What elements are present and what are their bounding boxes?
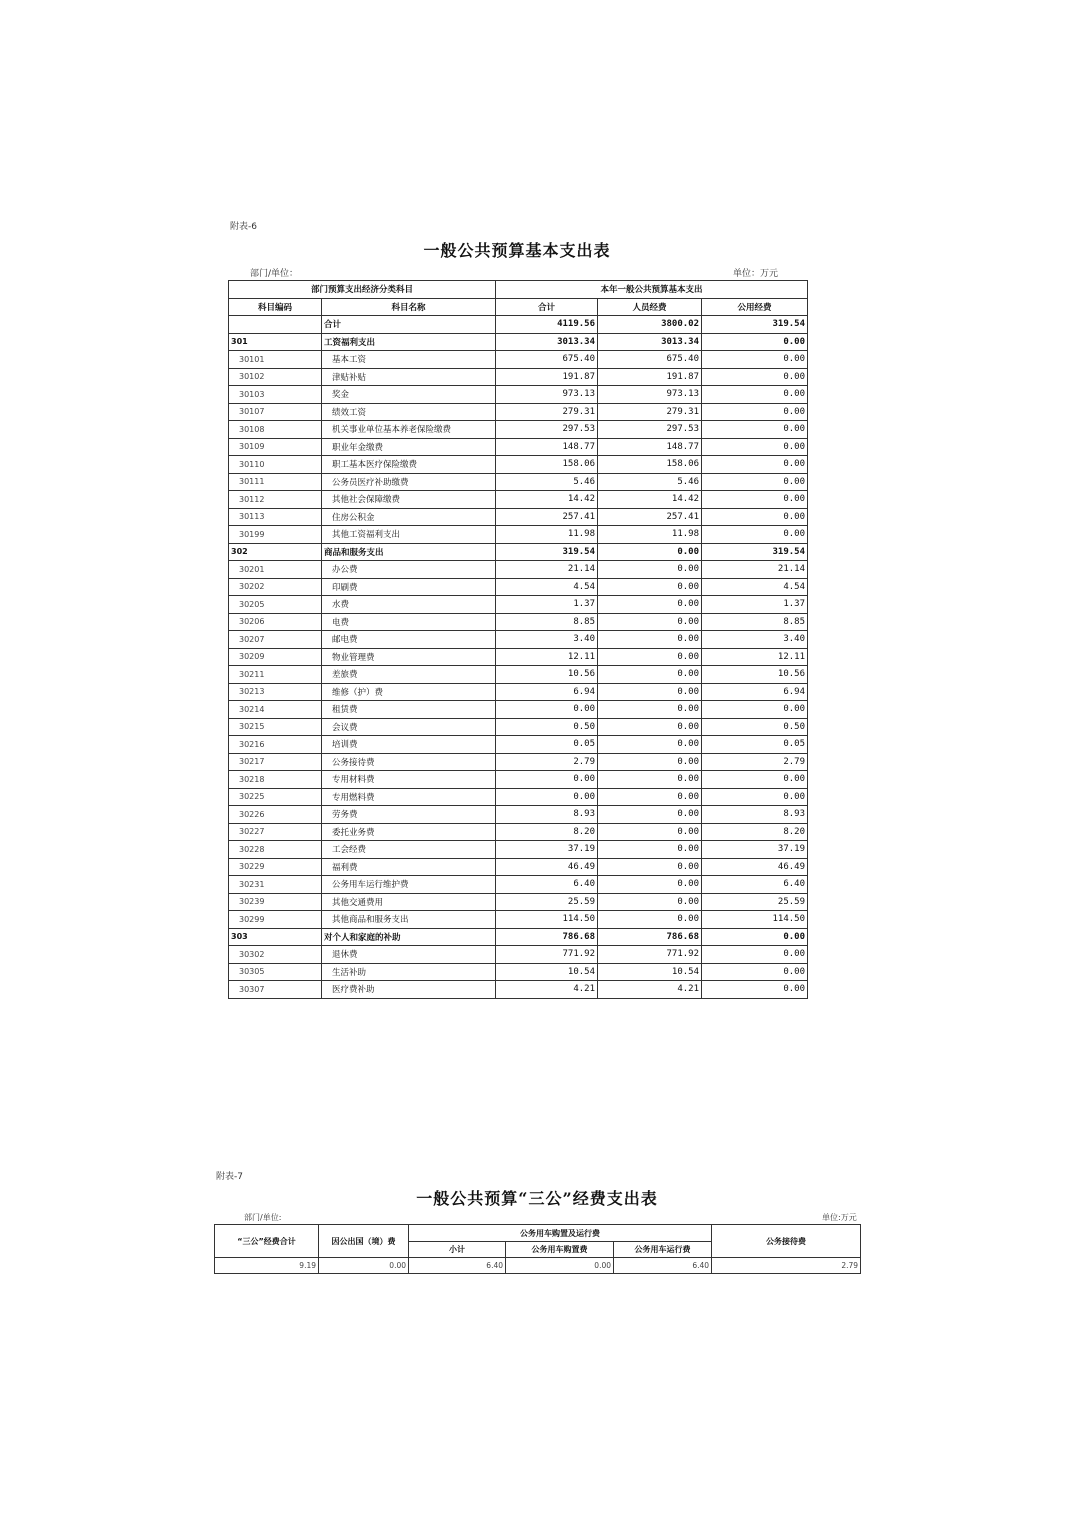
account-code: 30213 — [229, 683, 322, 701]
personnel-value: 11.98 — [598, 526, 702, 544]
value-subtotal: 6.40 — [409, 1258, 506, 1274]
table-row — [229, 386, 808, 404]
account-name: 其他交通费用 — [322, 893, 496, 911]
table-row — [215, 1258, 861, 1274]
public-value: 8.20 — [702, 823, 808, 841]
header-public: 公用经费 — [702, 298, 808, 316]
total-value: 8.85 — [496, 613, 598, 631]
account-code: 30199 — [229, 526, 322, 544]
total-value: 8.20 — [496, 823, 598, 841]
table-row — [229, 963, 808, 981]
public-value: 46.49 — [702, 858, 808, 876]
account-code: 30215 — [229, 718, 322, 736]
public-value: 319.54 — [702, 316, 808, 334]
account-code: 30107 — [229, 403, 322, 421]
account-code: 30299 — [229, 911, 322, 929]
account-code: 30201 — [229, 561, 322, 579]
account-name: 机关事业单位基本养老保险缴费 — [322, 421, 496, 439]
public-value: 12.11 — [702, 648, 808, 666]
personnel-value: 279.31 — [598, 403, 702, 421]
annex-label-7: 附表-7 — [216, 1172, 243, 1182]
account-code: 303 — [229, 928, 322, 946]
account-code: 30302 — [229, 946, 322, 964]
personnel-value: 0.00 — [598, 543, 702, 561]
table-row — [229, 508, 808, 526]
table-row — [229, 928, 808, 946]
personnel-value: 771.92 — [598, 946, 702, 964]
account-name: 委托业务费 — [322, 823, 496, 841]
header-abroad: 因公出国（境）费 — [319, 1225, 409, 1258]
personnel-value: 0.00 — [598, 648, 702, 666]
account-name: 商品和服务支出 — [322, 543, 496, 561]
table-row — [229, 893, 808, 911]
account-code: 30110 — [229, 456, 322, 474]
table-row — [229, 403, 808, 421]
table-row — [229, 526, 808, 544]
account-name: 对个人和家庭的补助 — [322, 928, 496, 946]
table-row — [229, 858, 808, 876]
personnel-value: 4.21 — [598, 981, 702, 999]
value-vehicle-operation: 6.40 — [614, 1258, 712, 1274]
total-value: 14.42 — [496, 491, 598, 509]
account-code: 30227 — [229, 823, 322, 841]
account-name: 工资福利支出 — [322, 333, 496, 351]
account-code: 30216 — [229, 736, 322, 754]
personnel-value: 3800.02 — [598, 316, 702, 334]
personnel-value: 3013.34 — [598, 333, 702, 351]
total-value: 973.13 — [496, 386, 598, 404]
total-value: 3013.34 — [496, 333, 598, 351]
personnel-value: 0.00 — [598, 806, 702, 824]
total-value: 4.54 — [496, 578, 598, 596]
personnel-value: 191.87 — [598, 368, 702, 386]
account-name: 办公费 — [322, 561, 496, 579]
total-value: 319.54 — [496, 543, 598, 561]
personnel-value: 0.00 — [598, 911, 702, 929]
total-value: 3.40 — [496, 631, 598, 649]
header-group-classification: 部门预算支出经济分类科目 — [229, 281, 496, 299]
account-code: 30207 — [229, 631, 322, 649]
account-name: 邮电费 — [322, 631, 496, 649]
public-value: 0.00 — [702, 456, 808, 474]
header-personnel: 人员经费 — [598, 298, 702, 316]
public-value: 0.00 — [702, 701, 808, 719]
account-code: 30239 — [229, 893, 322, 911]
annex-label-6: 附表-6 — [230, 222, 257, 232]
public-value: 0.50 — [702, 718, 808, 736]
account-code: 30218 — [229, 771, 322, 789]
public-value: 0.00 — [702, 946, 808, 964]
total-value: 6.94 — [496, 683, 598, 701]
public-value: 3.40 — [702, 631, 808, 649]
account-code: 30112 — [229, 491, 322, 509]
table-row — [229, 543, 808, 561]
account-name: 印刷费 — [322, 578, 496, 596]
table-row — [229, 876, 808, 894]
public-value: 0.00 — [702, 508, 808, 526]
public-value: 0.00 — [702, 386, 808, 404]
total-value: 12.11 — [496, 648, 598, 666]
table2-unit-label: 单位:万元 — [822, 1213, 857, 1222]
public-value: 0.00 — [702, 526, 808, 544]
account-name: 租赁费 — [322, 701, 496, 719]
total-value: 10.54 — [496, 963, 598, 981]
personnel-value: 14.42 — [598, 491, 702, 509]
table1-unit-label: 单位：万元 — [733, 269, 779, 279]
account-name: 水费 — [322, 596, 496, 614]
account-name: 专用燃料费 — [322, 788, 496, 806]
public-value: 21.14 — [702, 561, 808, 579]
account-code: 30217 — [229, 753, 322, 771]
table-row — [229, 438, 808, 456]
public-value: 37.19 — [702, 841, 808, 859]
public-value: 0.00 — [702, 403, 808, 421]
account-code: 30111 — [229, 473, 322, 491]
account-name: 其他工资福利支出 — [322, 526, 496, 544]
personnel-value: 973.13 — [598, 386, 702, 404]
value-three-public-total: 9.19 — [215, 1258, 319, 1274]
personnel-value: 158.06 — [598, 456, 702, 474]
total-value: 8.93 — [496, 806, 598, 824]
personnel-value: 0.00 — [598, 701, 702, 719]
public-value: 0.05 — [702, 736, 808, 754]
public-value: 10.56 — [702, 666, 808, 684]
table-row — [229, 981, 808, 999]
public-value: 25.59 — [702, 893, 808, 911]
total-value: 0.05 — [496, 736, 598, 754]
personnel-value: 0.00 — [598, 771, 702, 789]
table-row — [229, 333, 808, 351]
account-code: 30101 — [229, 351, 322, 369]
account-name: 劳务费 — [322, 806, 496, 824]
total-value: 257.41 — [496, 508, 598, 526]
total-value: 771.92 — [496, 946, 598, 964]
personnel-value: 675.40 — [598, 351, 702, 369]
total-value: 1.37 — [496, 596, 598, 614]
table2-dept-label: 部门/单位: — [244, 1213, 282, 1222]
account-code: 30209 — [229, 648, 322, 666]
public-value: 0.00 — [702, 981, 808, 999]
total-value: 37.19 — [496, 841, 598, 859]
account-name: 维修（护）费 — [322, 683, 496, 701]
table1-dept-label: 部门/单位： — [250, 269, 299, 279]
table-row — [229, 473, 808, 491]
table-row — [229, 491, 808, 509]
total-value: 6.40 — [496, 876, 598, 894]
account-name: 绩效工资 — [322, 403, 496, 421]
account-name: 生活补助 — [322, 963, 496, 981]
value-abroad: 0.00 — [319, 1258, 409, 1274]
account-code: 302 — [229, 543, 322, 561]
account-code: 30108 — [229, 421, 322, 439]
account-code: 30214 — [229, 701, 322, 719]
table-row — [229, 911, 808, 929]
total-value: 2.79 — [496, 753, 598, 771]
table1-title: 一般公共预算基本支出表 — [423, 241, 611, 260]
table-row — [229, 368, 808, 386]
public-value: 0.00 — [702, 351, 808, 369]
account-name: 职工基本医疗保险缴费 — [322, 456, 496, 474]
total-value: 25.59 — [496, 893, 598, 911]
account-name: 基本工资 — [322, 351, 496, 369]
public-value: 0.00 — [702, 771, 808, 789]
total-value: 191.87 — [496, 368, 598, 386]
table-row — [229, 578, 808, 596]
personnel-value: 0.00 — [598, 841, 702, 859]
table-row — [229, 456, 808, 474]
account-code: 30205 — [229, 596, 322, 614]
header-vehicle-purchase: 公务用车购置费 — [506, 1242, 614, 1258]
header-vehicle-operation: 公务用车运行费 — [614, 1242, 712, 1258]
total-value: 4119.56 — [496, 316, 598, 334]
personnel-value: 297.53 — [598, 421, 702, 439]
value-reception: 2.79 — [712, 1258, 861, 1274]
personnel-value: 0.00 — [598, 718, 702, 736]
personnel-value: 257.41 — [598, 508, 702, 526]
account-name: 医疗费补助 — [322, 981, 496, 999]
personnel-value: 0.00 — [598, 578, 702, 596]
public-value: 4.54 — [702, 578, 808, 596]
account-name: 会议费 — [322, 718, 496, 736]
table-row — [229, 666, 808, 684]
public-value: 0.00 — [702, 473, 808, 491]
table-row — [229, 753, 808, 771]
public-value: 2.79 — [702, 753, 808, 771]
header-code: 科目编码 — [229, 298, 322, 316]
header-vehicle-group: 公务用车购置及运行费 — [409, 1225, 712, 1242]
table-row — [229, 788, 808, 806]
total-value: 11.98 — [496, 526, 598, 544]
total-value: 297.53 — [496, 421, 598, 439]
account-code: 30225 — [229, 788, 322, 806]
table-row — [229, 946, 808, 964]
table-row — [229, 841, 808, 859]
personnel-value: 786.68 — [598, 928, 702, 946]
personnel-value: 0.00 — [598, 876, 702, 894]
total-value: 5.46 — [496, 473, 598, 491]
account-code: 30103 — [229, 386, 322, 404]
header-name: 科目名称 — [322, 298, 496, 316]
personnel-value: 0.00 — [598, 596, 702, 614]
total-value: 114.50 — [496, 911, 598, 929]
total-value: 46.49 — [496, 858, 598, 876]
public-value: 0.00 — [702, 491, 808, 509]
account-name: 合计 — [322, 316, 496, 334]
value-vehicle-purchase: 0.00 — [506, 1258, 614, 1274]
table-row — [229, 771, 808, 789]
public-value: 0.00 — [702, 333, 808, 351]
total-value: 786.68 — [496, 928, 598, 946]
personnel-value: 0.00 — [598, 788, 702, 806]
header-subtotal: 小计 — [409, 1242, 506, 1258]
total-value: 158.06 — [496, 456, 598, 474]
account-name: 专用材料费 — [322, 771, 496, 789]
total-value: 21.14 — [496, 561, 598, 579]
public-value: 114.50 — [702, 911, 808, 929]
account-code — [229, 316, 322, 334]
personnel-value: 0.00 — [598, 858, 702, 876]
account-name: 住房公积金 — [322, 508, 496, 526]
public-value: 1.37 — [702, 596, 808, 614]
table-row — [229, 561, 808, 579]
account-name: 职业年金缴费 — [322, 438, 496, 456]
personnel-value: 0.00 — [598, 613, 702, 631]
basic-expenditure-table — [228, 280, 808, 999]
table-row — [229, 718, 808, 736]
account-name: 物业管理费 — [322, 648, 496, 666]
account-code: 30202 — [229, 578, 322, 596]
account-code: 30109 — [229, 438, 322, 456]
three-public-expenses-table — [214, 1224, 861, 1274]
account-code: 30211 — [229, 666, 322, 684]
account-code: 30307 — [229, 981, 322, 999]
account-code: 30229 — [229, 858, 322, 876]
personnel-value: 10.54 — [598, 963, 702, 981]
account-name: 公务接待费 — [322, 753, 496, 771]
total-value: 0.50 — [496, 718, 598, 736]
header-group-basic-expenditure: 本年一般公共预算基本支出 — [496, 281, 808, 299]
public-value: 0.00 — [702, 368, 808, 386]
personnel-value: 0.00 — [598, 893, 702, 911]
table-row — [229, 596, 808, 614]
table-row — [229, 421, 808, 439]
table-row — [229, 316, 808, 334]
table-row — [229, 736, 808, 754]
account-name: 公务员医疗补助缴费 — [322, 473, 496, 491]
table2-title: 一般公共预算“三公”经费支出表 — [416, 1189, 658, 1208]
personnel-value: 5.46 — [598, 473, 702, 491]
public-value: 6.40 — [702, 876, 808, 894]
personnel-value: 0.00 — [598, 561, 702, 579]
header-total: 合计 — [496, 298, 598, 316]
account-name: 培训费 — [322, 736, 496, 754]
table1-body — [229, 316, 808, 999]
account-code: 30305 — [229, 963, 322, 981]
total-value: 0.00 — [496, 788, 598, 806]
header-reception: 公务接待费 — [712, 1225, 861, 1258]
account-name: 工会经费 — [322, 841, 496, 859]
account-code: 30231 — [229, 876, 322, 894]
account-name: 其他社会保障缴费 — [322, 491, 496, 509]
public-value: 0.00 — [702, 963, 808, 981]
total-value: 279.31 — [496, 403, 598, 421]
public-value: 0.00 — [702, 438, 808, 456]
public-value: 6.94 — [702, 683, 808, 701]
table-row — [229, 648, 808, 666]
account-name: 差旅费 — [322, 666, 496, 684]
public-value: 8.93 — [702, 806, 808, 824]
public-value: 0.00 — [702, 928, 808, 946]
account-code: 30228 — [229, 841, 322, 859]
account-name: 公务用车运行维护费 — [322, 876, 496, 894]
personnel-value: 0.00 — [598, 823, 702, 841]
total-value: 0.00 — [496, 771, 598, 789]
account-name: 福利费 — [322, 858, 496, 876]
account-name: 奖金 — [322, 386, 496, 404]
header-three-public-total: “三公”经费合计 — [215, 1225, 319, 1258]
account-name: 其他商品和服务支出 — [322, 911, 496, 929]
personnel-value: 0.00 — [598, 666, 702, 684]
personnel-value: 0.00 — [598, 683, 702, 701]
table-row — [229, 701, 808, 719]
personnel-value: 0.00 — [598, 736, 702, 754]
account-code: 30226 — [229, 806, 322, 824]
personnel-value: 0.00 — [598, 753, 702, 771]
total-value: 4.21 — [496, 981, 598, 999]
table-row — [229, 613, 808, 631]
table-row — [229, 806, 808, 824]
account-name: 津贴补贴 — [322, 368, 496, 386]
account-code: 30206 — [229, 613, 322, 631]
account-name: 电费 — [322, 613, 496, 631]
account-code: 301 — [229, 333, 322, 351]
public-value: 8.85 — [702, 613, 808, 631]
account-code: 30102 — [229, 368, 322, 386]
public-value: 0.00 — [702, 421, 808, 439]
table-row — [229, 631, 808, 649]
personnel-value: 148.77 — [598, 438, 702, 456]
total-value: 148.77 — [496, 438, 598, 456]
account-name: 退休费 — [322, 946, 496, 964]
total-value: 10.56 — [496, 666, 598, 684]
table-row — [229, 683, 808, 701]
table-row — [229, 351, 808, 369]
personnel-value: 0.00 — [598, 631, 702, 649]
public-value: 319.54 — [702, 543, 808, 561]
public-value: 0.00 — [702, 788, 808, 806]
total-value: 675.40 — [496, 351, 598, 369]
total-value: 0.00 — [496, 701, 598, 719]
account-code: 30113 — [229, 508, 322, 526]
table-row — [229, 823, 808, 841]
